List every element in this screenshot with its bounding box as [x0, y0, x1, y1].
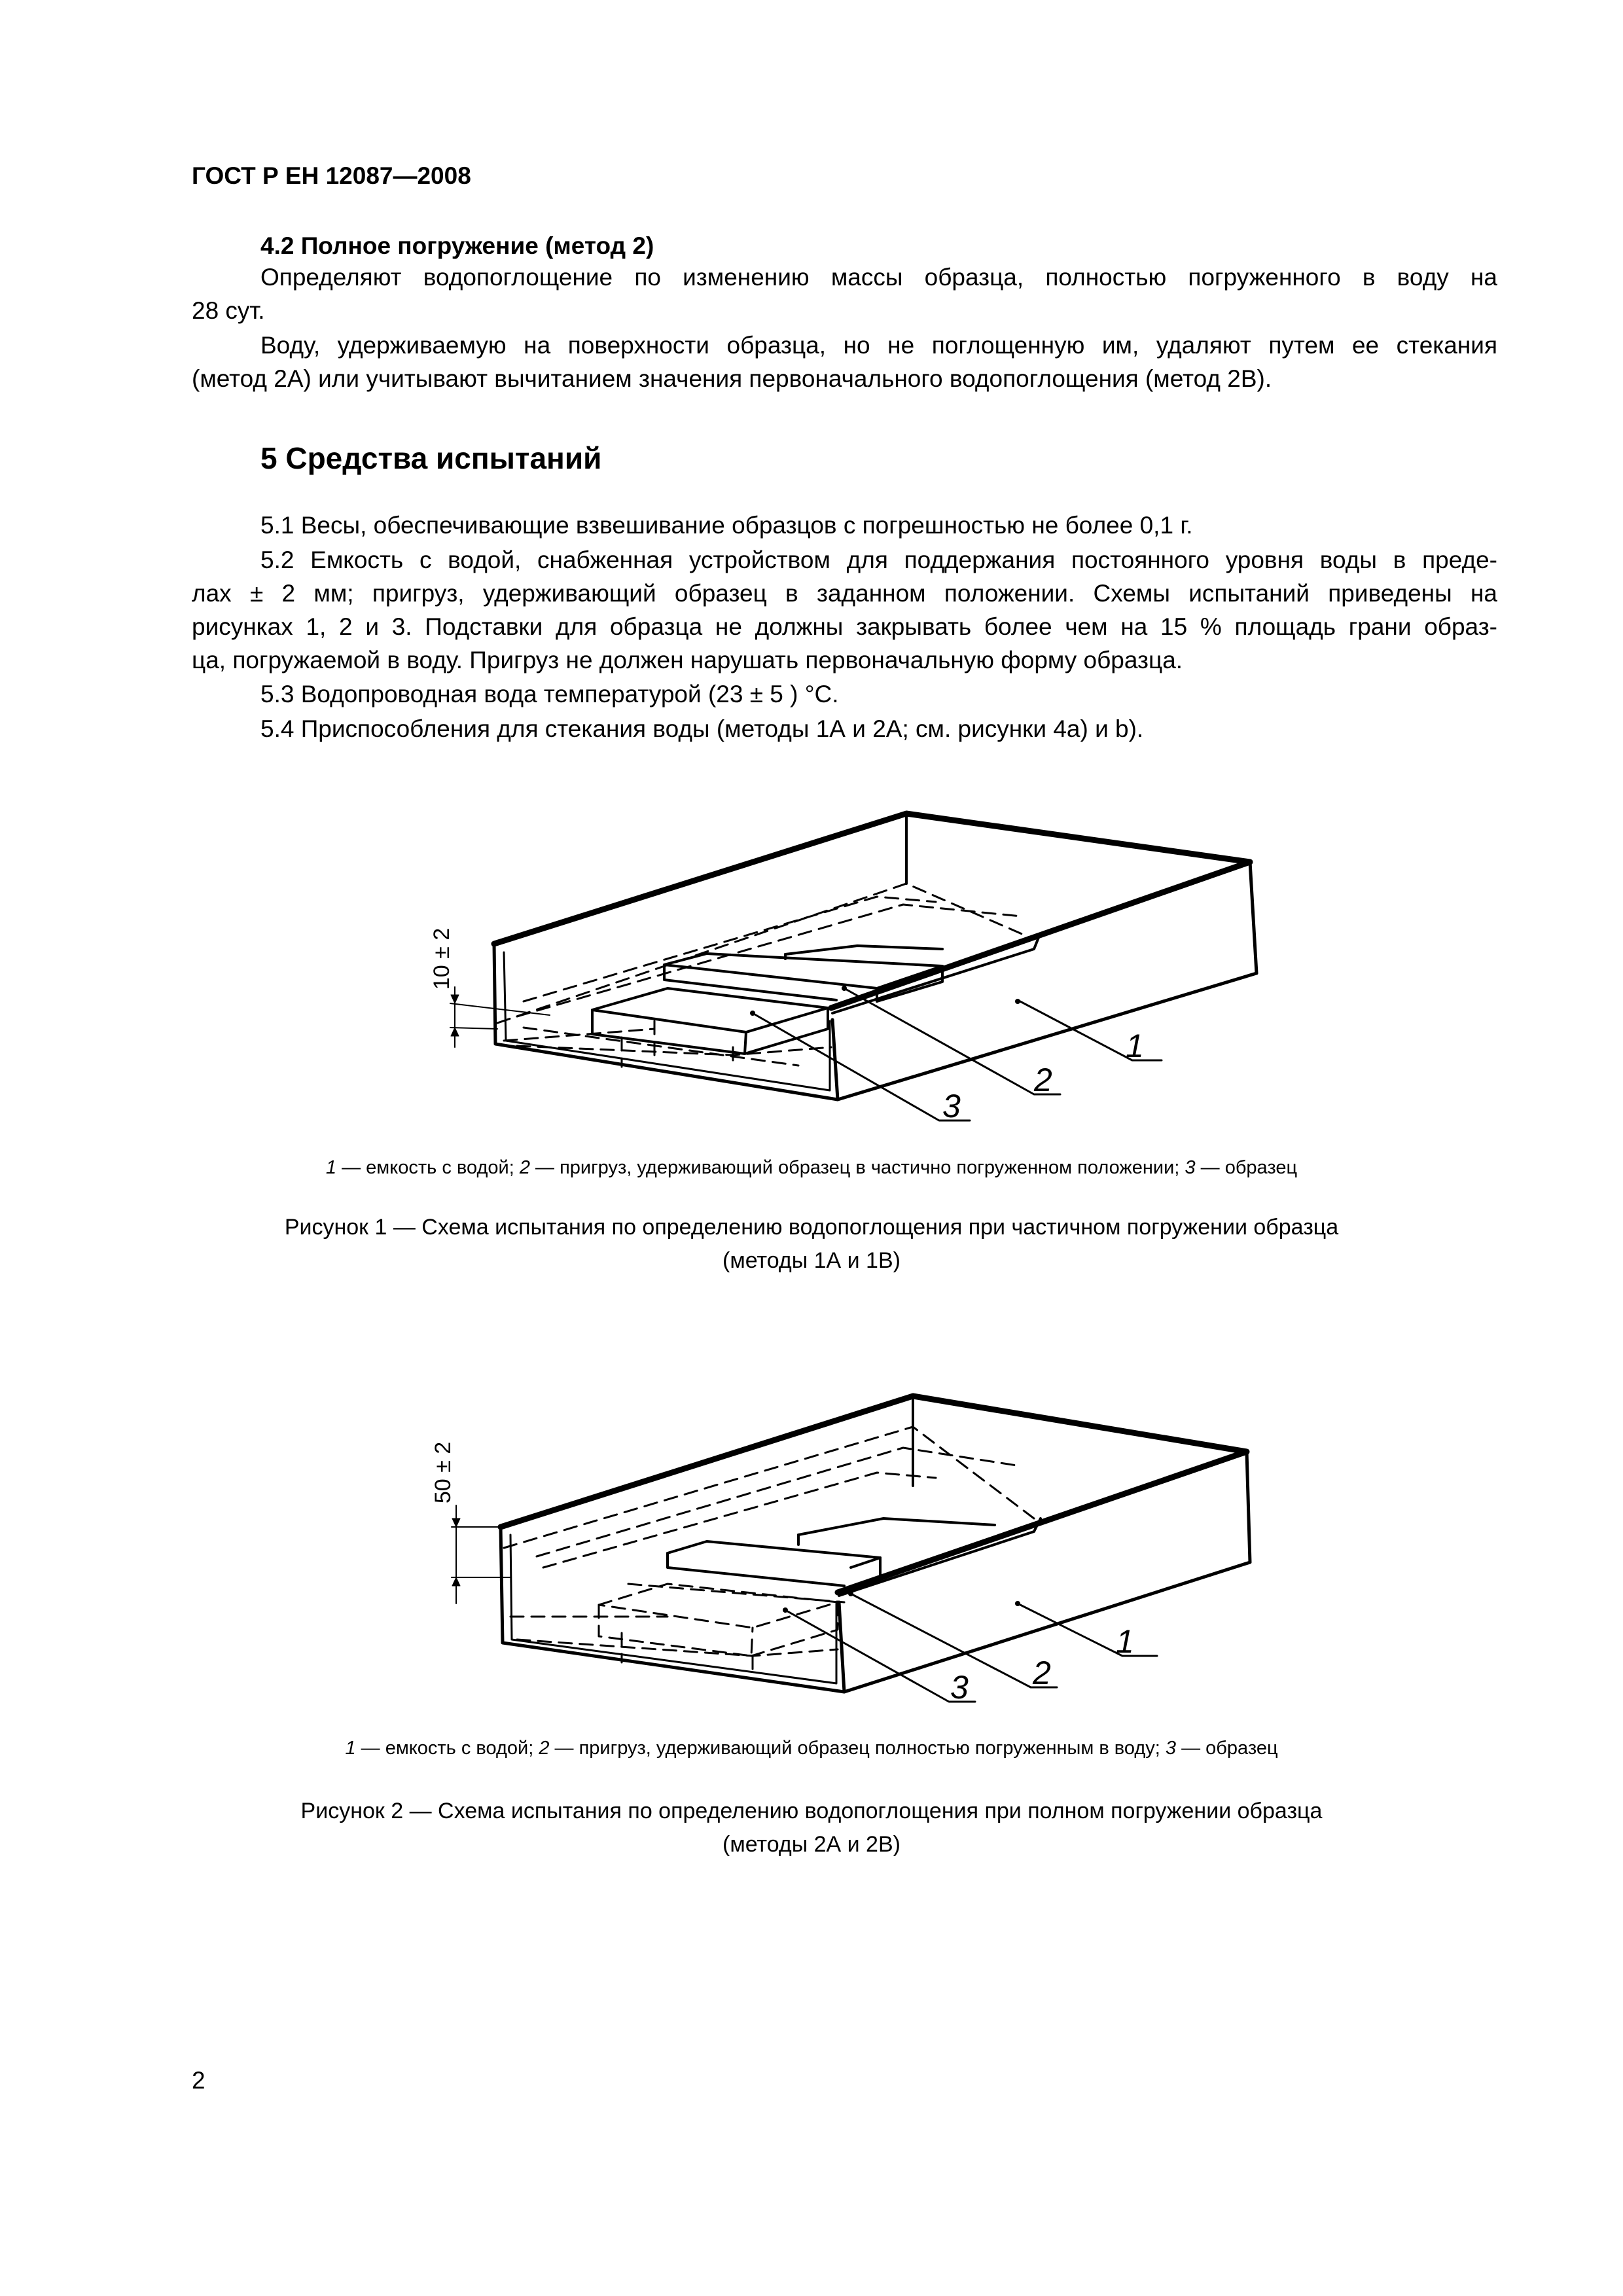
caption-line: (методы 1А и 1В) [722, 1248, 901, 1273]
text-line: (метод 2А) или учитывают вычитанием значения первоначального водопоглощения (метод 2В). [192, 365, 1272, 392]
section-heading: 5 Средства испытаний [260, 441, 602, 475]
callout-1: 1 [1116, 1623, 1134, 1660]
page-number: 2 [192, 2067, 205, 2094]
callout-3: 3 [950, 1669, 969, 1706]
callout-2: 2 [1033, 1655, 1051, 1691]
text-line: 28 сут. [192, 297, 265, 324]
callout-2: 2 [1034, 1062, 1052, 1098]
tank-outline [494, 814, 1250, 1008]
figure-1-diagram [393, 798, 1309, 1145]
text-line: лах ± 2 мм; пригруз, удерживающий образец в заданном положении. Схемы испытаний приведены на [192, 580, 1497, 607]
figure-1-legend: 1 — емкость с водой; 2 — пригруз, удерживающий образец в частично погруженном положении; 3 — образец [325, 1157, 1298, 1178]
figure-2-caption [0, 1795, 1623, 1861]
caption-line: Рисунок 1 — Схема испытания по определению водопоглощения при частичном погружении образца [284, 1215, 1339, 1240]
list-item: 5.4 Приспособления для стекания воды (методы 1А и 2А; см. рисунки 4а) и b). [260, 715, 1144, 742]
subsection-heading: 4.2 Полное погружение (метод 2) [260, 232, 654, 259]
text-line: Определяют водопоглощение по изменению массы образца, полностью погруженного в воду на [260, 264, 1497, 291]
paragraph [192, 543, 1497, 677]
text-line: ца, погружаемой в воду. Пригруз не должен нарушать первоначальную форму образца. [192, 647, 1183, 673]
caption-line: Рисунок 2 — Схема испытания по определению водопоглощения при полном погружении образца [300, 1799, 1323, 1823]
dimension-label: 10 ± 2 [429, 927, 454, 990]
dimension-label: 50 ± 2 [431, 1441, 455, 1504]
text-line: 5.2 Емкость с водой, снабженная устройством для поддержания постоянного уровня воды в преде- [260, 547, 1497, 573]
figure-2-diagram [393, 1381, 1309, 1728]
figure-1-caption [0, 1211, 1623, 1278]
paragraph [192, 260, 1497, 327]
document-header: ГОСТ Р ЕН 12087—2008 [192, 162, 471, 189]
specimen [592, 988, 828, 1054]
list-item: 5.1 Весы, обеспечивающие взвешивание образцов с погрешностью не более 0,1 г. [260, 512, 1193, 539]
paragraph [192, 329, 1497, 395]
tank-outline [501, 1396, 1247, 1592]
callout-3: 3 [942, 1088, 961, 1124]
text-line: Воду, удерживаемую на поверхности образца, но не поглощенную им, удаляют путем ее стекания [260, 332, 1497, 359]
text-line: рисунках 1, 2 и 3. Подставки для образца не должны закрывать более чем на 15 % площадь грани образ- [192, 613, 1497, 640]
callout-1: 1 [1126, 1028, 1144, 1064]
figure-2-legend: 1 — емкость с водой; 2 — пригруз, удерживающий образец полностью погруженным в воду; 3 — образец [345, 1738, 1278, 1759]
list-item: 5.3 Водопроводная вода температурой (23 ± 5 ) °С. [260, 681, 839, 708]
caption-line: (методы 2А и 2В) [722, 1832, 901, 1857]
